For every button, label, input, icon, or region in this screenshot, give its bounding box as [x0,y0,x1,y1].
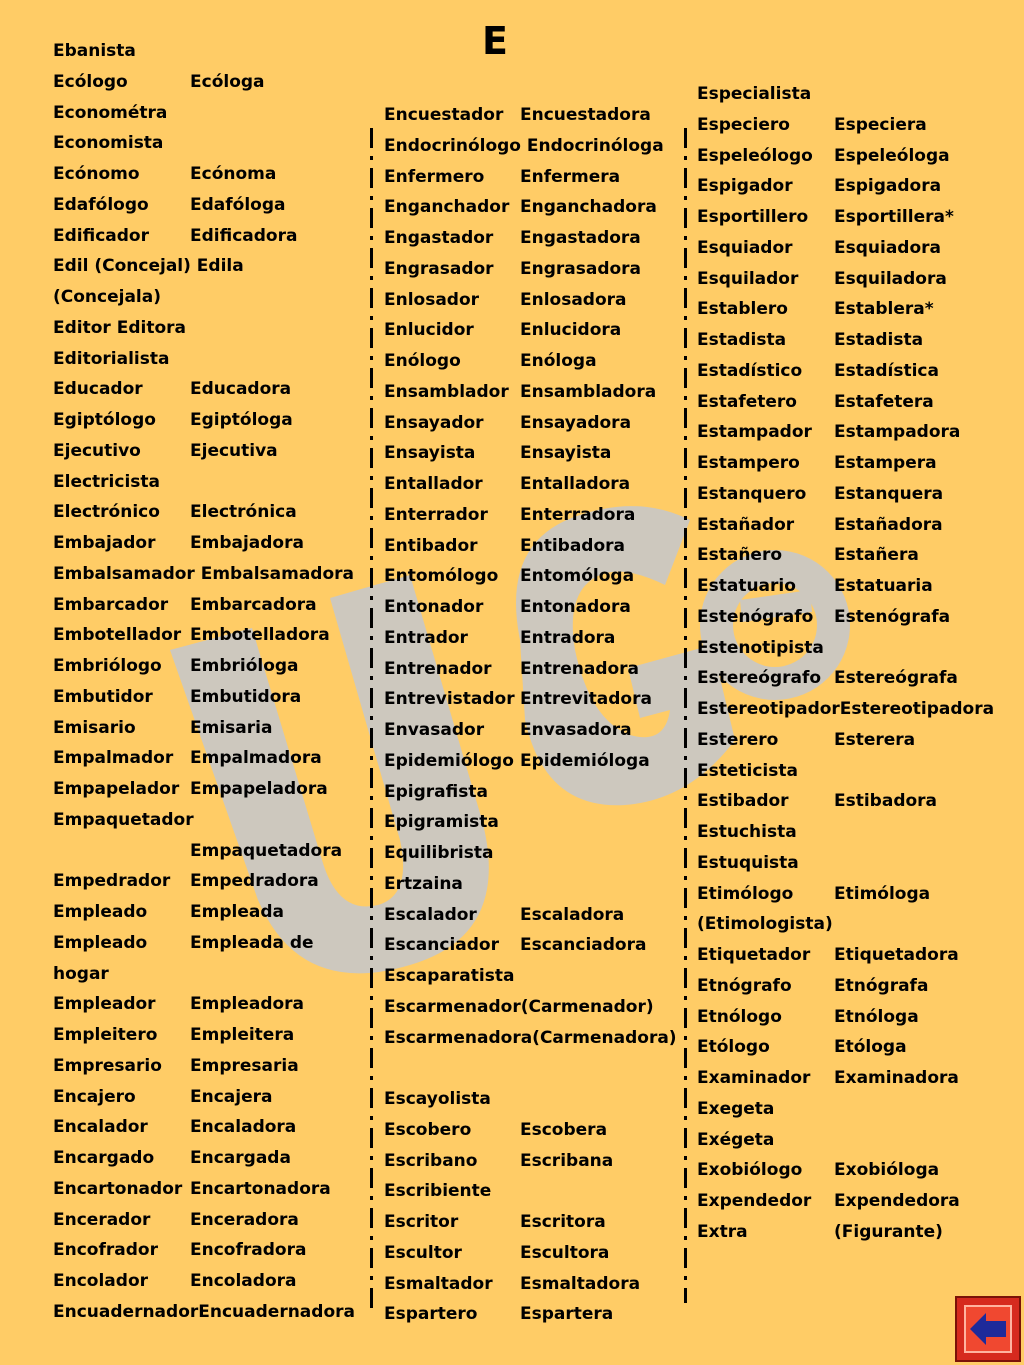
feminine-term: Escobera [520,1119,608,1140]
masculine-term: Entallador [384,474,483,494]
feminine-term: Escanciadora [520,935,647,956]
masculine-term: Esterero [697,729,779,750]
feminine-term: Espartera [520,1304,614,1325]
masculine-term: Exobiólogo [697,1160,803,1181]
feminine-term: Empleada de [190,932,314,953]
masculine-term: Esportillero [697,207,809,227]
feminine-term: Enlucidora [520,320,622,341]
masculine-term: Espeleólogo [697,145,813,166]
masculine-term: Emisario [53,717,136,738]
feminine-term: Ecóloga [190,71,265,92]
masculine-term: Enólogo [384,351,461,371]
feminine-term: Empleada [190,902,284,922]
masculine-term: Esquilador [697,268,799,289]
feminine-term: Esquiladora [834,268,947,289]
feminine-term: Estadista [834,330,924,350]
masculine-term: Encajero [53,1086,136,1107]
masculine-term: (Concejala) [53,287,162,307]
masculine-term: Epidemiólogo [384,750,514,771]
feminine-term: Exobióloga [834,1160,940,1181]
feminine-term: Etnógrafa [834,975,929,996]
masculine-term: Equilibrista [384,843,494,863]
masculine-term: Epigramista [384,812,499,833]
masculine-term: Exegeta [697,1098,775,1119]
masculine-term: Espigador [697,176,793,197]
feminine-term: Educadora [190,379,292,400]
masculine-term: Entonador [384,597,484,617]
masculine-term: Embriólogo [53,656,162,676]
masculine-term: Estatuario [697,576,796,596]
masculine-term: Estanquero [697,483,807,504]
masculine-term: Escaparatista [384,966,515,986]
masculine-term: Embarcador [53,594,169,615]
feminine-term: Etiquetadora [834,945,959,965]
feminine-term: Embotelladora [190,625,330,646]
masculine-term: Estañador [697,514,795,535]
masculine-term: Embalsamador Embalsamadora [53,563,354,584]
masculine-term: Estereógrafo [697,668,822,689]
masculine-term: EncuadernadorEncuadernadora [53,1301,355,1322]
masculine-term: Estibador [697,791,789,812]
feminine-term: Etimóloga [834,883,931,904]
masculine-term: Enganchador [384,197,510,218]
masculine-term: Entrador [384,627,468,648]
feminine-term: Enceradora [190,1209,299,1230]
feminine-term: Estatuaria [834,576,933,596]
masculine-term: Escribiente [384,1181,492,1202]
feminine-term: Ejecutiva [190,440,278,461]
masculine-term: Ecólogo [53,71,128,92]
masculine-term: Ecónomo [53,164,140,184]
feminine-term: Estampera [834,453,937,473]
masculine-term: Esteticista [697,760,798,781]
masculine-term: Entibador [384,535,478,556]
masculine-term: Engrasador [384,258,494,279]
masculine-term: Empleitero [53,1025,158,1045]
feminine-term: Estañera [834,545,919,566]
masculine-term: Especiero [697,114,790,135]
masculine-term: Epigrafista [384,781,488,802]
masculine-term: Edil (Concejal) Edila [53,256,244,277]
masculine-term: Escarmenador(Carmenador) [384,996,654,1017]
feminine-term: Enterradora [520,504,636,525]
feminine-term: Establera* [834,299,934,320]
masculine-term: Escarmenadora(Carmenadora) [384,1027,677,1048]
feminine-term: Enfermera [520,166,621,187]
feminine-term: Entibadora [520,535,626,556]
feminine-term: Engrasadora [520,258,642,279]
feminine-term: Enóloga [520,351,597,371]
masculine-term: Estañero [697,545,783,566]
masculine-term: (Etimologista) [697,914,833,935]
feminine-term: Encajera [190,1086,273,1107]
masculine-term: Enfermero [384,166,485,187]
feminine-term: Embrióloga [190,656,299,676]
masculine-term: Estuchista [697,822,797,842]
feminine-term: Egiptóloga [190,410,293,430]
masculine-term: Edafólogo [53,194,149,215]
feminine-term: Esterera [834,729,916,750]
masculine-term: Estenotipista [697,637,824,658]
masculine-term: Empleado [53,932,148,953]
masculine-term: Embotellador [53,625,182,646]
masculine-term: Etiquetador [697,945,811,965]
masculine-term: Encolador [53,1271,149,1291]
feminine-term: Embajadora [190,533,304,553]
feminine-term: Encargada [190,1148,291,1168]
feminine-term: Especiera [834,114,927,135]
masculine-term: Encofrador [53,1240,158,1261]
masculine-term: Etólogo [697,1037,770,1058]
masculine-term: Etnógrafo [697,975,792,996]
masculine-term: hogar [53,963,109,984]
masculine-term: Exégeta [697,1129,775,1150]
masculine-term: Empapelador [53,779,180,799]
masculine-term: Escobero [384,1119,472,1140]
feminine-term: (Figurante) [834,1221,943,1242]
feminine-term: Etóloga [834,1037,907,1058]
masculine-term: Entrevistador [384,689,515,710]
masculine-term: EstereotipadorEstereotipadora [697,699,995,719]
feminine-term: Encuestadora [520,105,651,125]
masculine-term: Ensamblador [384,381,509,402]
feminine-term: Entradora [520,627,616,648]
masculine-term: Estadístico [697,360,803,381]
masculine-term: Etnólogo [697,1006,782,1027]
masculine-term: Embajador [53,533,156,553]
masculine-term: Expendedor [697,1191,812,1211]
feminine-term: Entrevitadora [520,689,652,710]
feminine-term: Entomóloga [520,566,635,587]
feminine-term: Entonadora [520,597,631,617]
feminine-term: Espigadora [834,176,942,197]
feminine-term: Emisaria [190,717,273,738]
feminine-term: Ensayadora [520,412,632,433]
masculine-term: Encargado [53,1148,155,1168]
feminine-term: Enlosadora [520,289,627,310]
masculine-term: Empaquetador [53,809,194,830]
feminine-term: Encartonadora [190,1178,331,1199]
masculine-term: Empleador [53,994,156,1015]
masculine-term: Espartero [384,1304,478,1325]
feminine-term: Epidemióloga [520,750,650,771]
masculine-term: Ensayista [384,443,476,464]
masculine-term: Etimólogo [697,883,794,904]
masculine-term: Engastador [384,228,494,248]
masculine-term: Envasador [384,720,485,740]
feminine-term: Esportillera* [834,207,954,227]
feminine-term: Expendedora [834,1191,960,1211]
feminine-term: Enganchadora [520,197,657,218]
masculine-term: Escritor [384,1212,459,1232]
masculine-term: Ertzaina [384,873,463,894]
feminine-term: Encofradora [190,1240,307,1261]
feminine-term: Escultora [520,1242,610,1263]
feminine-term: Esquiadora [834,237,942,258]
feminine-term: Envasadora [520,720,632,740]
masculine-term: Econométra [53,102,168,123]
masculine-term: Escalador [384,904,477,925]
feminine-term: Ecónoma [190,164,277,184]
masculine-term: Enterrador [384,504,488,525]
feminine-term: Empaquetadora [190,840,343,861]
masculine-term: Editor Editora [53,317,186,338]
masculine-term: Extra [697,1221,748,1242]
masculine-term: Egiptólogo [53,410,156,430]
masculine-term: Encuestador [384,105,504,125]
feminine-term: Etnóloga [834,1006,919,1027]
feminine-term: Estampadora [834,422,961,443]
feminine-term: Edafóloga [190,194,286,215]
masculine-term: Editorialista [53,348,170,369]
masculine-term: Estadista [697,330,787,350]
feminine-term: Estereógrafa [834,668,958,689]
masculine-term: Electricista [53,471,161,492]
masculine-term: Economista [53,133,164,154]
masculine-term: Estenógrafo [697,606,814,627]
feminine-term: Empalmadora [190,748,322,769]
masculine-term: Escayolista [384,1089,491,1109]
feminine-term: Escaladora [520,904,625,925]
feminine-term: Entalladora [520,474,631,494]
masculine-term: Encartonador [53,1178,183,1199]
masculine-term: Endocrinólogo Endocrinóloga [384,135,664,156]
masculine-term: Examinador [697,1068,811,1088]
left-arrow-icon [966,1307,1010,1351]
masculine-term: Entrenador [384,658,492,679]
feminine-term: Estibadora [834,791,938,812]
masculine-term: Esquiador [697,237,793,258]
feminine-term: Empresaria [190,1055,299,1076]
masculine-term: Edificador [53,225,149,246]
feminine-term: Empleitera [190,1025,295,1045]
feminine-term: Encoladora [190,1271,297,1291]
masculine-term: Estuquista [697,852,799,873]
masculine-term: Especialista [697,84,812,104]
masculine-term: Escanciador [384,935,499,956]
masculine-term: Escribano [384,1150,478,1171]
masculine-term: Entomólogo [384,566,499,587]
masculine-term: Electrónico [53,502,160,523]
feminine-term: Ensayista [520,443,612,464]
feminine-term: Empleadora [190,994,305,1015]
page-title: E [482,19,508,63]
feminine-term: Electrónica [190,502,297,523]
masculine-term: Encalador [53,1117,148,1138]
feminine-term: Espeleóloga [834,145,950,166]
divider-right [684,128,687,1303]
divider-left [370,128,373,1310]
feminine-term: Embarcadora [190,594,317,615]
masculine-term: Estafetero [697,391,797,412]
masculine-term: Empleado [53,902,148,922]
feminine-term: Escritora [520,1212,606,1232]
masculine-term: Embutidor [53,686,153,707]
feminine-term: Escribana [520,1150,614,1171]
feminine-term: Estañadora [834,514,943,535]
masculine-term: Esmaltador [384,1273,493,1294]
feminine-term: Embutidora [190,686,302,707]
feminine-term: Engastadora [520,228,641,248]
masculine-term: Ensayador [384,412,484,433]
masculine-term: Escultor [384,1242,462,1263]
feminine-term: Estanquera [834,483,944,504]
masculine-term: Enlucidor [384,320,474,341]
feminine-term: Entrenadora [520,658,640,679]
feminine-term: Edificadora [190,225,298,246]
feminine-term: Estadística [834,360,939,381]
masculine-term: Ejecutivo [53,440,141,461]
masculine-term: Encerador [53,1209,151,1230]
feminine-term: Examinadora [834,1068,959,1088]
feminine-term: Ensambladora [520,381,657,402]
feminine-term: Estenógrafa [834,606,951,627]
feminine-term: Esmaltadora [520,1273,641,1294]
masculine-term: Estampero [697,453,800,473]
masculine-term: Educador [53,379,143,400]
masculine-term: Empalmador [53,748,174,769]
back-button[interactable] [955,1296,1021,1362]
masculine-term: Establero [697,299,788,320]
masculine-term: Empedrador [53,871,171,892]
feminine-term: Estafetera [834,391,934,412]
masculine-term: Enlosador [384,289,480,310]
feminine-term: Empapeladora [190,779,328,799]
masculine-term: Ebanista [53,41,136,61]
feminine-term: Empedradora [190,871,319,892]
masculine-term: Empresario [53,1055,162,1076]
masculine-term: Estampador [697,422,812,443]
feminine-term: Encaladora [190,1117,297,1138]
